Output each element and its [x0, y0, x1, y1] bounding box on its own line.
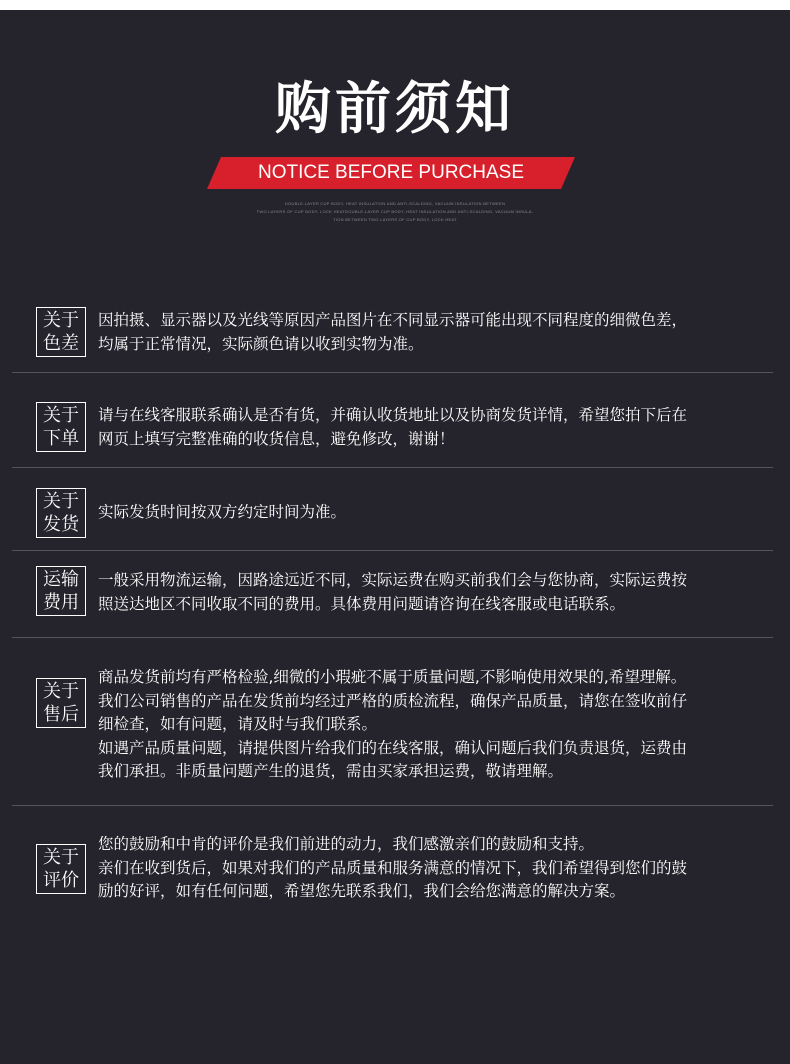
tag-line-2: 评价 [43, 870, 79, 891]
body-line: 我们公司销售的产品在发货前均经过严格的质检流程，确保产品质量，请您在签收前仔 [98, 691, 688, 710]
divider [12, 550, 773, 551]
page-title: 购前须知 [275, 77, 515, 142]
tag-line-1: 关于 [43, 491, 79, 512]
section-tag [36, 307, 86, 357]
section-body [98, 501, 758, 525]
tag-line-1: 关于 [43, 847, 79, 868]
body-line: 请与在线客服联系确认是否有货，并确认收货地址以及协商发货详情，希望您拍下后在 [98, 406, 688, 424]
body-line: 如遇产品质量问题，请提供图片给我们的在线客服，确认问题后我们负责退货，运费由 [98, 738, 688, 757]
section-tag [36, 844, 86, 894]
body-line: 照送达地区不同收取不同的费用。具体费用问题请咨询在线客服或电话联系。 [98, 594, 626, 613]
section-tag [36, 488, 86, 538]
body-line: 实际发货时间按双方约定时间为准。 [98, 503, 347, 521]
tag-line-2: 下单 [43, 428, 79, 449]
section-body [98, 666, 758, 784]
divider [12, 467, 773, 468]
fine-print-line-3: TION BETWEEN TWO LAYERS OF CUP BODY, LOCK HEAT [333, 217, 457, 222]
body-line: 细检查，如有问题，请及时与我们联系。 [98, 715, 378, 733]
body-line: 均属于正常情况，实际颜色请以收到实物为准。 [98, 334, 424, 353]
tag-line-2: 费用 [43, 592, 79, 613]
tag-line-1: 关于 [43, 681, 79, 702]
divider [12, 637, 773, 638]
tag-line-1: 关于 [43, 405, 79, 426]
body-line: 您的鼓励和中肯的评价是我们前进的动力，我们感激亲们的鼓励和支持。 [98, 835, 595, 853]
notice-panel [0, 10, 790, 1064]
section-tag [36, 566, 86, 616]
tag-line-2: 发货 [43, 514, 79, 535]
section-body [98, 569, 758, 616]
tag-line-2: 售后 [43, 704, 79, 725]
section-body [98, 309, 758, 356]
divider [12, 805, 773, 806]
body-line: 一般采用物流运输，因路途远近不同，实际运费在购买前我们会与您协商，实际运费按 [98, 571, 688, 589]
body-line: 我们承担。非质量问题产生的退货，需由买家承担运费，敬请理解。 [98, 762, 564, 780]
section-tag [36, 402, 86, 452]
body-line: 励的好评，如有任何问题，希望您先联系我们，我们会给您满意的解决方案。 [98, 882, 626, 900]
section-body [98, 404, 758, 451]
body-line: 网页上填写完整准确的收货信息，避免修改，谢谢！ [98, 429, 455, 448]
tag-line-1: 关于 [43, 310, 79, 331]
tag-line-1: 运输 [43, 569, 79, 590]
notice-banner [207, 157, 575, 189]
tag-line-2: 色差 [43, 333, 79, 354]
body-line: 亲们在收到货后，如果对我们的产品质量和服务满意的情况下，我们希望得到您们的鼓 [98, 858, 688, 877]
fine-print-line-1: DOUBLE-LAYER CUP BODY, HEAT INSULATION AND ANTI-SCALDING, VACUUM INSULATION BETWEEN [284, 201, 506, 206]
divider [12, 372, 773, 373]
section-body [98, 833, 758, 904]
section-tag [36, 678, 86, 728]
fine-print-line-2: TWO LAYERS OF CUP BODY, LOCK HEATDOUBLE-LAYER CUP BODY, HEAT INSULATION AND ANTI-SCALDING, VACUUM INSULA- [256, 209, 534, 214]
banner-text: NOTICE BEFORE PURCHASE [257, 162, 525, 183]
body-line: 因拍摄、显示器以及光线等原因产品图片在不同显示器可能出现不同程度的细微色差， [98, 311, 688, 329]
body-line: 商品发货前均有严格检验,细微的小瑕疵不属于质量问题,不影响使用效果的,希望理解。 [98, 668, 687, 686]
